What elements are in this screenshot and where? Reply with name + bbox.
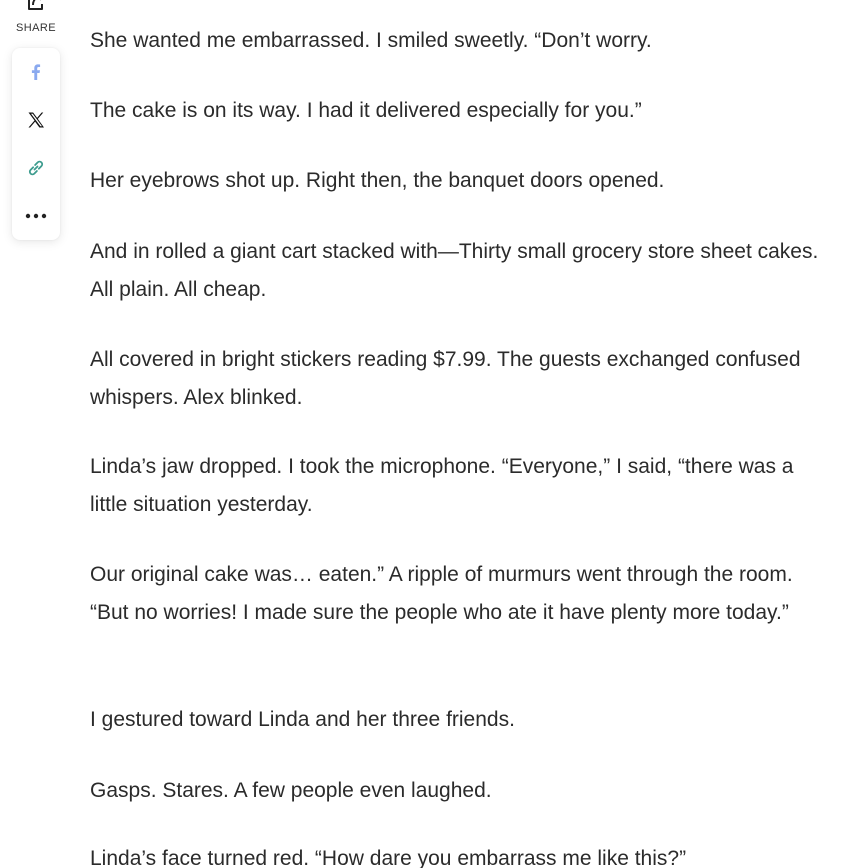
x-share-button[interactable]	[12, 96, 60, 144]
article-paragraph: The cake is on its way. I had it delivered especially for you.”	[90, 99, 642, 122]
article-paragraph: All covered in bright stickers reading $7.99. The guests exchanged confused whispers. Alex blinked.	[90, 348, 801, 409]
article-paragraph: Our original cake was… eaten.” A ripple of murmurs went through the room. “But no worries! I made sure the people who ate it have plenty more today.”	[90, 563, 793, 624]
article-paragraph: Gasps. Stares. A few people even laughed.	[90, 779, 492, 802]
article-paragraph: Linda’s face turned red. “How dare you embarrass me like this?”	[90, 847, 687, 868]
more-share-options-button[interactable]	[12, 192, 60, 240]
article-paragraph: Her eyebrows shot up. Right then, the banquet doors opened.	[90, 169, 665, 192]
share-icon[interactable]	[24, 0, 48, 14]
facebook-icon	[26, 62, 46, 82]
article-paragraph: She wanted me embarrassed. I smiled sweetly. “Don’t worry.	[90, 29, 652, 52]
article-paragraph: Linda’s jaw dropped. I took the microphone. “Everyone,” I said, “there was a little situation yesterday.	[90, 455, 794, 516]
x-icon	[26, 110, 46, 130]
article-paragraph: And in rolled a giant cart stacked with—Thirty small grocery store sheet cakes. All plain. All cheap.	[90, 240, 819, 301]
facebook-share-button[interactable]	[12, 48, 60, 96]
copy-link-button[interactable]	[12, 144, 60, 192]
link-icon	[25, 157, 47, 179]
share-label: SHARE	[16, 22, 56, 34]
more-icon	[25, 213, 47, 219]
article-paragraph: I gestured toward Linda and her three friends.	[90, 708, 515, 731]
share-buttons-card	[12, 48, 60, 240]
share-header[interactable]	[0, 0, 72, 14]
